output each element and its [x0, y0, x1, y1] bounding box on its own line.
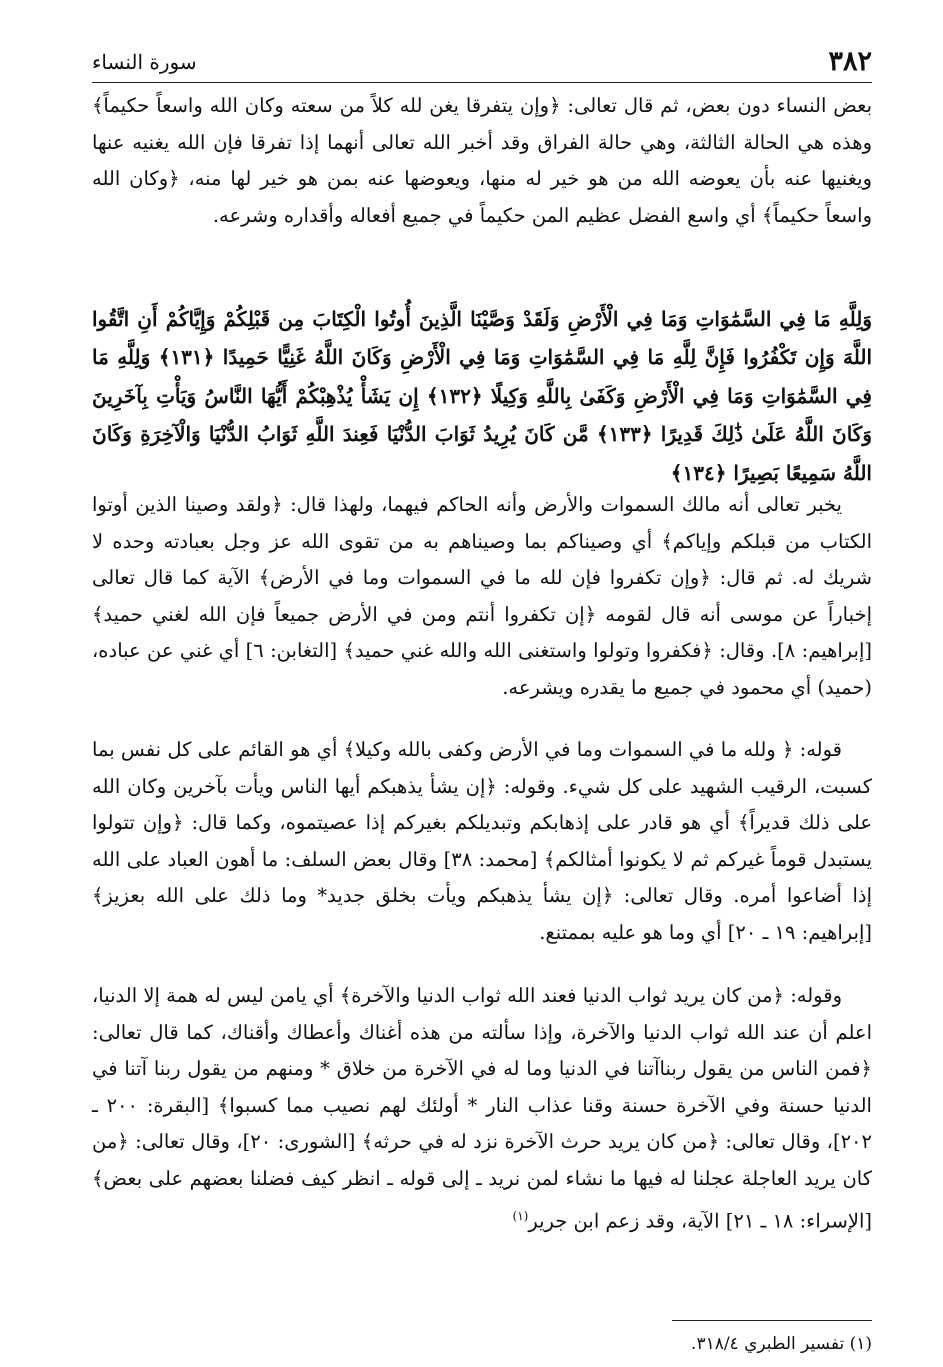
- surah-name: سورة النساء: [92, 50, 197, 74]
- page-number: ٣٨٢: [828, 46, 872, 77]
- paragraph-4: [92, 978, 872, 1240]
- footnote: (١) تفسير الطبري ٣١٨/٤.: [691, 1334, 872, 1354]
- paragraph-3-text: قوله: ﴿ ولله ما في السموات وما في الأرض وكفى بالله وكيلا﴾ أي هو القائم على كل نفس بما كسبت، الرقيب الشهيد على كل شيء. وقوله: ﴿إن يشأ يذهبكم أيها الناس ويأت بآخرين وكان الله على ذلك قديراً﴾ أي هو قادر على إذهابكم وتبديلكم بغيركم إذا عصيتموه، وكما قال: ﴿وإن تتولوا يستبدل قوماً غيركم ثم لا يكونوا أمثالكم﴾ [محمد: ٣٨] وقال بعض السلف: ما أهون العباد على الله إذا أضاعوا أمره. وقال تعالى: ﴿إن يشأ يذهبكم ويأت بخلق جديد* وما ذلك على الله بعزيز﴾ [إبراهيم: ١٩ ـ ٢٠] أي وما هو عليه بممتنع.: [92, 738, 873, 944]
- paragraph-4-text: [92, 978, 872, 1240]
- header-divider: [92, 82, 872, 83]
- paragraph-2-text: يخبر تعالى أنه مالك السموات والأرض وأنه الحاكم فيهما، ولهذا قال: ﴿ولقد وصينا الذين أوتوا الكتاب من قبلكم وإياكم﴾ أي وصيناكم بما وصيناهم به من تقوى الله عز وجل بعبادته وحده لا شريك له. ثم قال: ﴿وإن تكفروا فإن لله ما في السموات وما في الأرض﴾ الآية كما قال تعالى إخباراً عن موسى أنه قال لقومه ﴿إن تكفروا أنتم ومن في الأرض جميعاً فإن الله لغني حميد﴾ [إبراهيم: ٨]. وقال: ﴿فكفروا وتولوا واستغنى الله والله غني حميد﴾ [التغابن: ٦] أي غني عن عباده، (حميد) أي محمود في جميع ما يقدره ويشرعه.: [92, 493, 872, 699]
- paragraph-2: [92, 487, 872, 707]
- paragraph-1-text: بعض النساء دون بعض، ثم قال تعالى: ﴿وإن يتفرقا يغن لله كلاً من سعته وكان الله واسعاً حكيماً﴾ وهذه هي الحالة الثالثة، وهي حالة الفراق وقد أخبر الله تعالى أنهما إذا تفرقا فإن الله يغنيه عنها ويغنيها عنه بأن يعوضه الله من هو خير له منها، ويعوضها عنه بمن هو خير لها منه، ﴿وكان الله واسعاً حكيماً﴾ أي واسع الفضل عظيم المن حكيماً في جميع أفعاله وأقداره وشرعه.: [92, 94, 872, 227]
- paragraph-4-body: وقوله: ﴿من كان يريد ثواب الدنيا فعند الله ثواب الدنيا والآخرة﴾ أي يامن ليس له همة إلا الدنيا، اعلم أن عند الله ثواب الدنيا والآخرة، وإذا سألته من هذه أغناك وأعطاك وأقناك، كما قال تعالى: ﴿فمن الناس من يقول ربناآتنا في الدنيا وما له في الآخرة من خلاق * ومنهم من يقول ربنا آتنا في الدنيا حسنة وفي الآخرة حسنة وقنا عذاب النار * أولئك لهم نصيب مما كسبوا﴾ [البقرة: ٢٠٠ ـ ٢٠٢]، وقال تعالى: ﴿من كان يريد حرث الآخرة نزد له في حرثه﴾ [الشورى: ٢٠]، وقال تعالى: ﴿من كان يريد العاجلة عجلنا له فيها ما نشاء لمن نريد ـ إلى قوله ـ انظر كيف فضلنا بعضهم على بعض﴾ [الإسراء: ١٨ ـ ٢١] الآية، وقد زعم ابن جرير: [92, 984, 872, 1233]
- footnote-divider: [672, 1320, 872, 1321]
- running-head: [92, 42, 872, 82]
- footnote-reference: (١): [512, 1208, 529, 1223]
- paragraph-1: [92, 88, 872, 234]
- paragraph-3: [92, 732, 872, 952]
- quran-verses-block: [92, 300, 872, 492]
- quran-verses-text: وَلِلَّهِ مَا فِي السَّمَٰوَاتِ وَمَا فِي الْأَرْضِ وَلَقَدْ وَصَّيْنَا الَّذِينَ أُوتُوا الْكِتَابَ مِن قَبْلِكُمْ وَإِيَّاكُمْ أَنِ اتَّقُوا اللَّهَ وَإِن تَكْفُرُوا فَإِنَّ لِلَّهِ مَا فِي السَّمَٰوَاتِ وَمَا فِي الْأَرْضِ وَكَانَ اللَّهُ غَنِيًّا حَمِيدًا ﴿١٣١﴾ وَلِلَّهِ مَا فِي السَّمَٰوَاتِ وَمَا فِي الْأَرْضِ وَكَفَىٰ بِاللَّهِ وَكِيلًا ﴿١٣٢﴾ إِن يَشَأْ يُذْهِبْكُمْ أَيُّهَا النَّاسُ وَيَأْتِ بِآخَرِينَ وَكَانَ اللَّهُ عَلَىٰ ذَٰلِكَ قَدِيرًا ﴿١٣٣﴾ مَّن كَانَ يُرِيدُ ثَوَابَ الدُّنْيَا فَعِندَ اللَّهِ ثَوَابُ الدُّنْيَا وَالْآخِرَةِ وَكَانَ اللَّهُ سَمِيعًا بَصِيرًا ﴿١٣٤﴾: [92, 307, 873, 485]
